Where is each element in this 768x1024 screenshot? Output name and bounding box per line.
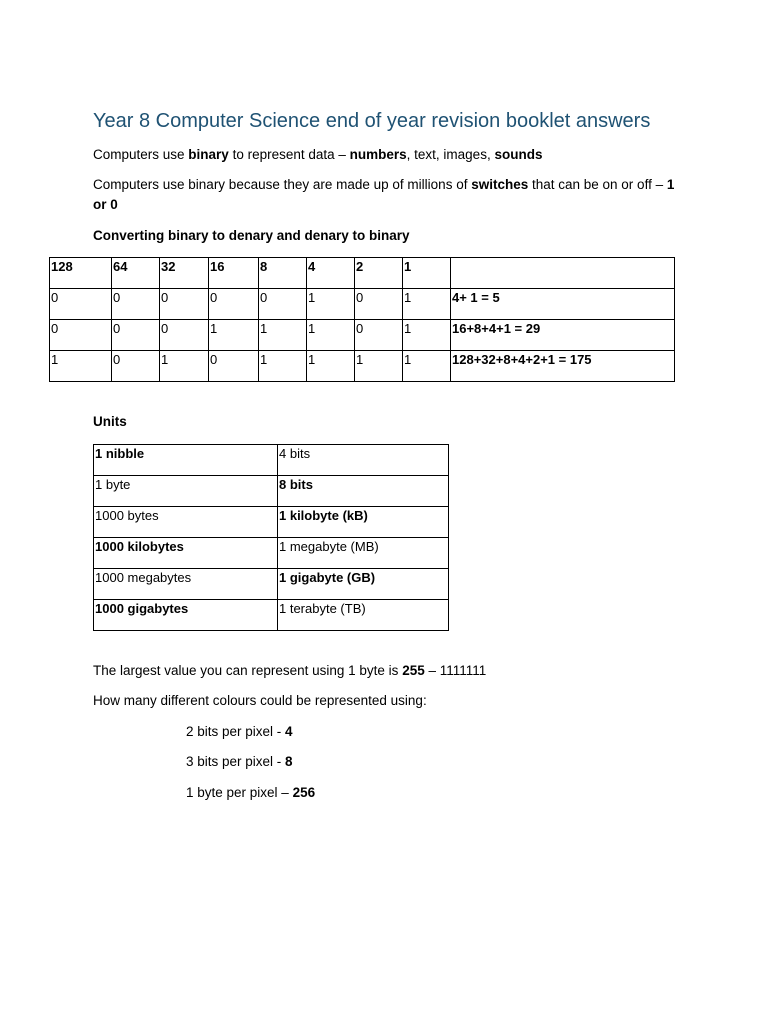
bit-cell: 0: [209, 351, 259, 382]
bit-cell: 1: [403, 351, 451, 382]
text-run: to represent data –: [228, 147, 350, 162]
units-table: [93, 444, 449, 631]
table-row: [94, 507, 449, 538]
sum-cell: 4+ 1 = 5: [451, 289, 675, 320]
unit-quantity-cell: 1000 gigabytes: [94, 600, 278, 631]
text-run: Computers use: [93, 147, 189, 162]
text-run: – 1111111: [424, 663, 487, 678]
place-value-header: [451, 258, 675, 289]
table-row: [94, 600, 449, 631]
unit-equivalent-cell: 4 bits: [278, 445, 449, 476]
unit-equivalent-cell: 8 bits: [278, 476, 449, 507]
text-run: Computers use binary because they are made up of millions of: [93, 177, 472, 192]
text-run: , text, images,: [406, 147, 495, 162]
bit-cell: 1: [403, 289, 451, 320]
bit-cell: 0: [50, 289, 112, 320]
colours-label: 2 bits per pixel -: [186, 724, 286, 739]
colours-answer: [186, 722, 293, 742]
bit-cell: 0: [50, 320, 112, 351]
text-run: that can be on or off –: [528, 177, 667, 192]
text-run: The largest value you can represent using 1 byte is: [93, 663, 403, 678]
colours-label: 1 byte per pixel –: [186, 785, 293, 800]
table-row: [94, 538, 449, 569]
bold-run: binary: [188, 147, 229, 162]
bold-run: switches: [471, 177, 529, 192]
table-row: [94, 476, 449, 507]
bit-cell: 0: [209, 289, 259, 320]
colours-value: 8: [285, 754, 293, 769]
place-value-header: 16: [209, 258, 259, 289]
bit-cell: 0: [259, 289, 307, 320]
unit-equivalent-cell: 1 gigabyte (GB): [278, 569, 449, 600]
bit-cell: 0: [112, 351, 160, 382]
binary-conversion-table: [49, 257, 675, 382]
colours-value: 4: [285, 724, 293, 739]
bit-cell: 0: [160, 289, 209, 320]
place-value-header: 8: [259, 258, 307, 289]
units-heading: Units: [93, 414, 127, 429]
bit-cell: 1: [259, 351, 307, 382]
bit-cell: 1: [259, 320, 307, 351]
unit-quantity-cell: 1000 megabytes: [94, 569, 278, 600]
unit-quantity-cell: 1000 kilobytes: [94, 538, 278, 569]
bit-cell: 1: [307, 351, 355, 382]
place-value-header: 128: [50, 258, 112, 289]
table-row: [94, 445, 449, 476]
place-value-header: 64: [112, 258, 160, 289]
bold-run: 1 or 0: [93, 177, 675, 212]
bold-run: numbers: [349, 147, 407, 162]
unit-equivalent-cell: 1 terabyte (TB): [278, 600, 449, 631]
colours-question: How many different colours could be represented using:: [93, 693, 427, 708]
bit-cell: 1: [307, 320, 355, 351]
place-value-header: 4: [307, 258, 355, 289]
bold-run: 255: [402, 663, 425, 678]
unit-equivalent-cell: 1 megabyte (MB): [278, 538, 449, 569]
bit-cell: 1: [160, 351, 209, 382]
bit-cell: 0: [112, 320, 160, 351]
unit-quantity-cell: 1 nibble: [94, 445, 278, 476]
unit-equivalent-cell: 1 kilobyte (kB): [278, 507, 449, 538]
bit-cell: 1: [50, 351, 112, 382]
unit-quantity-cell: 1 byte: [94, 476, 278, 507]
bit-cell: 1: [209, 320, 259, 351]
sum-cell: 16+8+4+1 = 29: [451, 320, 675, 351]
place-value-header: 32: [160, 258, 209, 289]
bit-cell: 1: [403, 320, 451, 351]
table-row: [50, 289, 675, 320]
bit-cell: 0: [160, 320, 209, 351]
bit-cell: 0: [355, 289, 403, 320]
colours-answer: [186, 783, 315, 803]
binary-intro-paragraph: [93, 145, 542, 165]
bold-run: sounds: [494, 147, 543, 162]
switches-paragraph: [93, 175, 683, 215]
table-row: [94, 569, 449, 600]
bit-cell: 0: [355, 320, 403, 351]
bit-cell: 1: [307, 289, 355, 320]
colours-answer: [186, 752, 293, 772]
page-title: Year 8 Computer Science end of year revision booklet answers: [93, 110, 651, 132]
table-row: [50, 320, 675, 351]
sum-cell: 128+32+8+4+2+1 = 175: [451, 351, 675, 382]
place-value-header: 2: [355, 258, 403, 289]
colours-value: 256: [292, 785, 316, 800]
table-header-row: [50, 258, 675, 289]
colours-label: 3 bits per pixel -: [186, 754, 286, 769]
bit-cell: 0: [112, 289, 160, 320]
largest-value-paragraph: [93, 661, 486, 681]
unit-quantity-cell: 1000 bytes: [94, 507, 278, 538]
bit-cell: 1: [355, 351, 403, 382]
binary-conversion-heading: Converting binary to denary and denary to binary: [93, 228, 410, 243]
place-value-header: 1: [403, 258, 451, 289]
table-row: [50, 351, 675, 382]
